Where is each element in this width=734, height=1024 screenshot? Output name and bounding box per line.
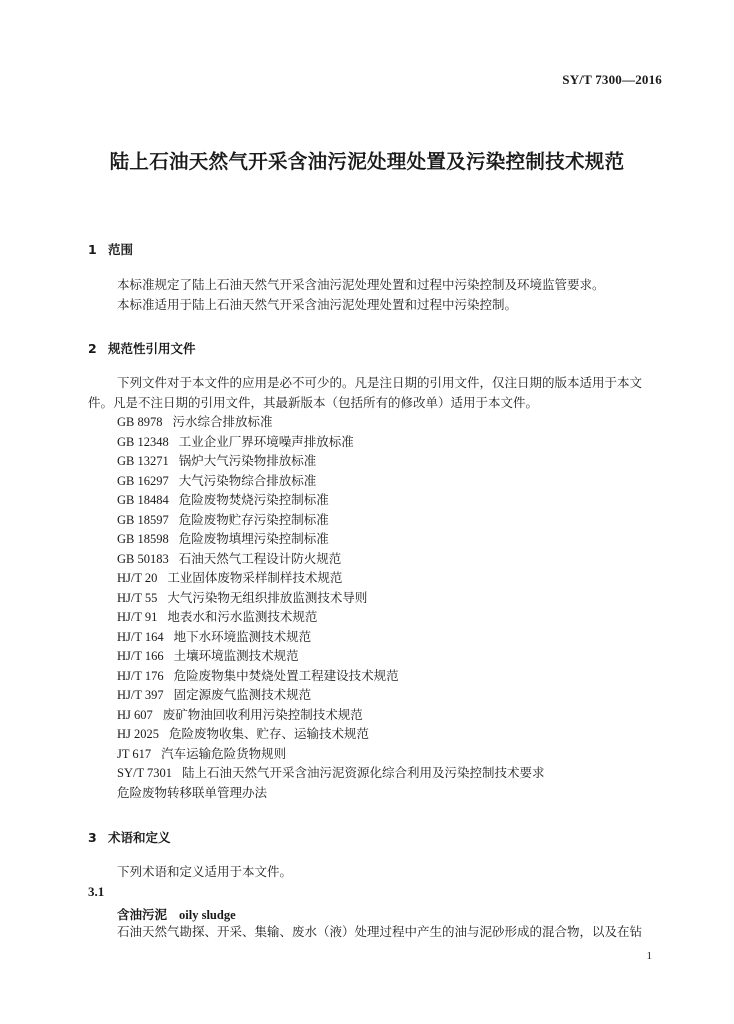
reference-title: 工业企业厂界环境噪声排放标准 (178, 433, 354, 449)
reference-code: GB 8978 (117, 415, 163, 429)
reference-code: GB 50183 (117, 551, 169, 566)
reference-item (117, 471, 545, 491)
reference-item (117, 451, 545, 471)
reference-title: 陆上石油天然气开采含油污泥资源化综合利用及污染控制技术要求 (182, 765, 545, 780)
reference-item (117, 783, 545, 803)
reference-item (117, 724, 545, 744)
term-entry (117, 905, 236, 923)
scope-paragraph-1: 本标准规定了陆上石油天然气开采含油污泥处理处置和过程中污染控制及环境监管要求。 (117, 277, 605, 292)
reference-code: HJ/T 55 (117, 590, 158, 605)
term-chinese: 含油污泥 (117, 907, 168, 922)
terms-intro: 下列术语和定义适用于本文件。 (117, 864, 293, 879)
page-number: 1 (646, 950, 652, 962)
reference-item (117, 432, 545, 452)
reference-item (117, 510, 545, 530)
reference-code: JT 617 (117, 746, 152, 761)
reference-title: 大气污染物综合排放标准 (178, 472, 317, 488)
reference-code: HJ 607 (117, 707, 153, 722)
standard-code: SY/T 7300—2016 (562, 72, 662, 87)
section-heading-scope (88, 240, 133, 258)
reference-item (117, 568, 545, 588)
reference-item (117, 549, 545, 569)
reference-title: 土壤环境监测技术规范 (173, 648, 299, 663)
reference-title: 固定源废气监测技术规范 (173, 687, 312, 702)
reference-item (117, 685, 545, 705)
reference-item (117, 646, 545, 666)
reference-title: 危险废物填埋污染控制标准 (178, 531, 329, 546)
section-number: 3 (88, 830, 97, 845)
reference-title: 锅炉大气污染物排放标准 (178, 453, 317, 468)
section-title: 范围 (108, 242, 134, 257)
reference-code: GB 18597 (117, 512, 169, 527)
reference-code: GB 12348 (117, 434, 169, 449)
reference-code: SY/T 7301 (117, 766, 172, 780)
reference-title: 危险废物收集、贮存、运输技术规范 (169, 726, 370, 741)
reference-title: 地下水环境监测技术规范 (173, 628, 312, 644)
reference-code: HJ/T 176 (117, 668, 164, 683)
reference-title: 危险废物贮存污染控制标准 (178, 511, 329, 527)
reference-title: 工业固体废物采样制样技术规范 (167, 570, 343, 585)
reference-item (117, 627, 545, 647)
references-intro: 下列文件对于本文件的应用是必不可少的。凡是注日期的引用文件，仅注日期的版本适用于本文件。凡是不注日期的引用文件，其最新版本（包括所有的修改单）适用于本文件。 (88, 375, 643, 410)
reference-item (117, 412, 545, 432)
reference-code: HJ 2025 (117, 727, 160, 741)
reference-title: 危险废物集中焚烧处置工程建设技术规范 (173, 667, 399, 683)
reference-code: HJ/T 164 (117, 629, 164, 644)
reference-item (117, 607, 545, 627)
scope-paragraph-2: 本标准适用于陆上石油天然气开采含油污泥处理处置和过程中污染控制。 (117, 297, 518, 312)
document-title: 陆上石油天然气开采含油污泥处理处置及污染控制技术规范 (109, 150, 625, 173)
reference-title: 大气污染物无组织排放监测技术导则 (167, 589, 368, 605)
reference-title: 危险废物转移联单管理办法 (117, 784, 268, 800)
reference-code: GB 18484 (117, 493, 169, 507)
section-title: 术语和定义 (108, 830, 171, 845)
reference-code: HJ/T 166 (117, 649, 164, 663)
reference-item (117, 666, 545, 686)
reference-code: GB 13271 (117, 454, 169, 468)
reference-title: 废矿物油回收利用污染控制技术规范 (162, 706, 363, 722)
term-english: oily sludge (179, 908, 236, 922)
section-number: 1 (88, 242, 97, 257)
section-heading-references (88, 339, 196, 357)
reference-code: HJ/T 20 (117, 571, 158, 585)
reference-item (117, 529, 545, 549)
reference-code: HJ/T 91 (117, 610, 158, 624)
reference-title: 石油天然气工程设计防火规范 (178, 550, 342, 566)
reference-item (117, 588, 545, 608)
clause-number: 3.1 (88, 884, 105, 899)
section-title: 规范性引用文件 (108, 341, 196, 356)
reference-item (117, 490, 545, 510)
reference-item (117, 705, 545, 725)
reference-code: GB 16297 (117, 473, 169, 488)
section-heading-terms (88, 828, 171, 846)
reference-item (117, 763, 545, 783)
section-number: 2 (88, 341, 97, 356)
reference-title: 危险废物焚烧污染控制标准 (178, 492, 329, 507)
reference-title: 污水综合排放标准 (172, 414, 273, 429)
reference-list (117, 412, 545, 802)
reference-title: 汽车运输危险货物规则 (161, 745, 287, 761)
reference-code: HJ/T 397 (117, 688, 164, 702)
reference-code: GB 18598 (117, 532, 169, 546)
term-definition: 石油天然气勘探、开采、集输、废水（液）处理过程中产生的油与泥砂形成的混合物，以及在钻 (117, 924, 643, 939)
reference-item (117, 744, 545, 764)
reference-title: 地表水和污水监测技术规范 (167, 609, 318, 624)
